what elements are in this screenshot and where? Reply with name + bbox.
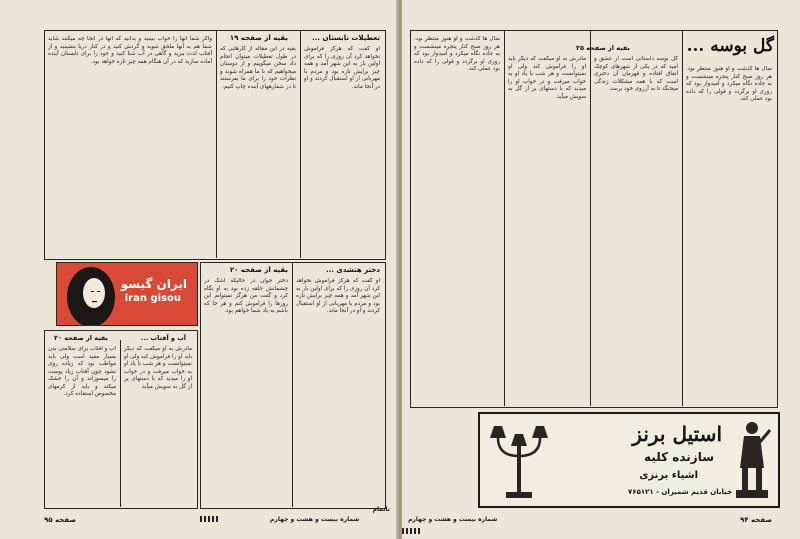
bronze-statue-icon: [730, 416, 774, 504]
woman-portrait-icon: [61, 263, 121, 325]
right-col-divider-3: [682, 30, 683, 406]
article-column: مادرش به او میگفت که دیگر باید او را فراموش کند ولی او نمیتوانست و هر شب با یاد او به خواب میرفت و در خواب او را میدید که با دستهای پر از گل به سویش میآید.: [508, 56, 586, 100]
left-mid-divider: [292, 262, 293, 507]
left-top-divider-2: [300, 30, 301, 258]
article-title: گل بوسه ...: [686, 36, 774, 56]
article-column: مادرش به او میگفت که دیگر باید او را فراموش کند ولی او نمیتوانست و هر شب با یاد او به خواب میرفت و در خواب او را میدید که با دستهای پر از گل به سویش میآید.: [124, 346, 192, 390]
ad-brand-latin: iran gisou: [124, 293, 181, 304]
publisher-logo-icon: [200, 516, 218, 522]
ad-subtitle: سازنده کلیه: [644, 450, 714, 464]
publisher-logo-icon: [402, 528, 420, 534]
right-page: [402, 0, 800, 539]
issue-label: شماره بیست و هشت و چهارم: [408, 516, 498, 523]
article-continued-label: بقیه از صفحه ۲۵: [576, 44, 630, 52]
ad-title: استیل برنز: [632, 422, 722, 446]
article-column: واگر شما آنها را خواب ببینید و بدانید که آنها در آنجا چه میکنند شاید شما هم به آنها ملحق شوید و گردش کنید و در کنار دریا بنشینید و از آفتاب لذت ببرید و گاهی در آب شنا کنید و خود را برای تابستان آینده آماده سازید که در آن هنگام همه چیز تازه خواهد بود.: [48, 36, 212, 65]
section-heading-water-sun: آب و آفتاب ...: [140, 334, 186, 342]
section-heading-girl: دختر هنشدی ...: [326, 266, 380, 274]
ad-address: خیابان قدیم شمیران - ۷۶۵۱۲۱: [628, 488, 732, 496]
article-column: آب و آفتاب برای سلامتی بدن بسیار مفید است ولی باید مواظب بود که زیاده روی نشود چون آفتاب زیاد پوست را میسوزاند و آن را خشک میکند و باید از کرمهای مخصوص استفاده کرد.: [48, 346, 116, 397]
article-column: دختر جوان در حالیکه اشک در چشمانش حلقه زده بود به او نگاه کرد و گفت من هرگز نمیتوانم این روزها را فراموش کنم و هر جا که باشم به یاد شما خواهم بود.: [204, 278, 288, 314]
steel-bronze-advertisement: [478, 412, 780, 508]
section-heading-continued-2: بقیه از صفحه ۲۰: [229, 266, 288, 274]
left-bottom-divider: [120, 340, 121, 507]
section-heading-summer: تعطیلات تابستان ...: [312, 34, 380, 42]
section-heading-continued: بقیه از صفحه ۱۹: [229, 34, 288, 42]
right-col-divider: [504, 30, 505, 406]
continued-mark: ناتمام: [372, 506, 390, 513]
left-top-divider: [216, 30, 217, 258]
article-column: سال ها گذشت و او هنوز منتظر بود. هر روز صبح کنار پنجره مینشست و به جاده نگاه میکرد و امیدوار بود که روزی او برگردد و قولی را که داده بود عملی کند.: [414, 36, 500, 72]
article-column: گل بوسه داستانی است از عشق و امید که در یکی از شهرهای کوچک اتفاق افتاده و قهرمان آن دختری است که با همه مشکلات زندگی میجنگد تا به آرزوی خود برسد.: [594, 56, 678, 92]
left-page: [0, 0, 398, 539]
right-col-divider-2: [590, 30, 591, 406]
page-number: صفحه ۹۴: [740, 516, 773, 524]
article-column: او گفت که هرگز فراموش نخواهد کرد آن روزی را که برای اولین بار به این شهر آمد و همه چیز برایش تازه بود و مردم با مهربانی از او استقبال کردند و او در آنجا ماند.: [296, 278, 380, 314]
article-column: او گفت که هرگز فراموش نخواهد کرد آن روزی را که برای اولین بار به این شهر آمد و همه چیز برایش تازه بود و مردم با مهربانی از او استقبال کردند و او در آنجا ماند.: [304, 46, 380, 90]
article-column: سال ها گذشت و او هنوز منتظر بود. هر روز صبح کنار پنجره مینشست و به جاده نگاه میکرد و امیدوار بود که روزی او برگردد و قولی را که داده بود عملی کند.: [686, 66, 772, 102]
ad-product-line: اشیاء برنزی: [639, 470, 698, 481]
section-heading-continued-3: بقیه از صفحه ۲۰: [54, 334, 108, 342]
issue-label: شماره بیست و هشت و چهارم: [270, 516, 360, 523]
article-column: بقیه در این مقاله از کارهایی که در طول تعطیلات میتوان انجام داد سخن میگوییم و از دوستان میخواهیم که با ما همراه شوند و نظرات خود را برای ما بفرستند تا در شمارههای آینده چاپ کنیم.: [220, 46, 296, 90]
ad-brand-persian: ایران گیسو: [120, 277, 187, 291]
candelabra-icon: [484, 416, 554, 504]
page-number: صفحه ۹۵: [44, 516, 77, 524]
iran-gisou-advertisement: [56, 262, 198, 326]
